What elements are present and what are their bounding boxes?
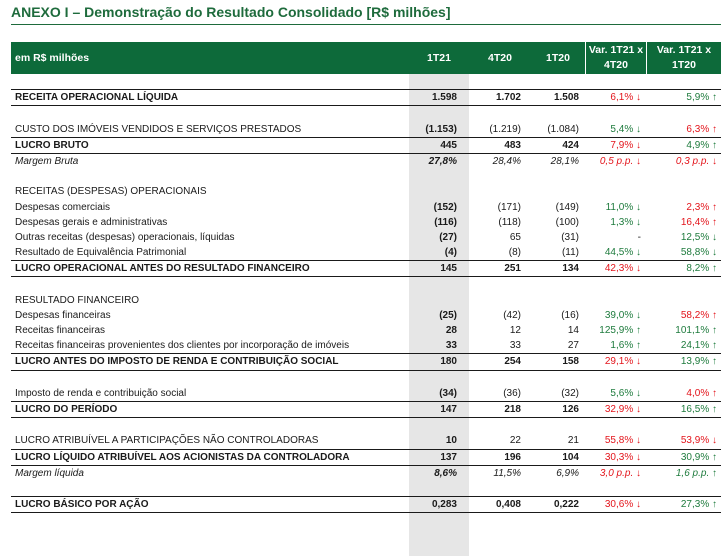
value-1t20: 6,9% (556, 467, 579, 479)
row-label: LUCRO LÍQUIDO ATRIBUÍVEL AOS ACIONISTAS DA CONTROLADORA (15, 451, 350, 463)
value-1t20: 21 (567, 435, 579, 447)
row-label: Imposto de renda e contribuição social (15, 387, 187, 399)
value-1t21: (25) (439, 309, 457, 321)
table-row (11, 215, 721, 230)
row-label: LUCRO BÁSICO POR AÇÃO (15, 499, 149, 511)
table-row (11, 89, 721, 106)
table-row (11, 184, 721, 199)
variation-vs-4t20: 39,0% ↓ (604, 309, 641, 321)
value-4t20: (42) (503, 309, 521, 321)
value-1t21: 33 (445, 340, 457, 352)
row-label: Despesas gerais e administrativas (15, 216, 168, 228)
variation-vs-1t20: 58,8% ↓ (680, 247, 717, 259)
variation-vs-4t20: 44,5% ↓ (604, 247, 641, 259)
row-label: LUCRO OPERACIONAL ANTES DO RESULTADO FINANCEIRO (15, 263, 310, 275)
value-1t20: 28,1% (550, 155, 579, 167)
variation-vs-4t20: 7,9% ↓ (610, 139, 641, 151)
variation-vs-1t20: 4,9% ↑ (686, 139, 717, 151)
row-label: LUCRO BRUTO (15, 139, 89, 151)
value-4t20: (118) (498, 216, 521, 228)
header-label: em R$ milhões (15, 51, 90, 64)
row-label: Margem líquida (15, 467, 84, 479)
variation-vs-1t20: 2,3% ↑ (686, 201, 717, 213)
title-divider (11, 24, 721, 25)
variation-vs-4t20: 42,3% ↓ (604, 263, 641, 275)
variation-vs-4t20: 5,6% ↓ (610, 387, 641, 399)
row-label: LUCRO ATRIBUÍVEL A PARTICIPAÇÕES NÃO CONTROLADORAS (15, 435, 319, 447)
row-label: RESULTADO FINANCEIRO (15, 294, 140, 306)
value-4t20: 251 (504, 263, 521, 275)
table-row (11, 260, 721, 277)
spacer-row (11, 106, 721, 121)
value-4t20: (8) (508, 247, 521, 259)
variation-vs-4t20: 125,9% ↑ (599, 325, 641, 336)
value-4t20: 22 (509, 435, 521, 447)
variation-vs-1t20: 53,9% ↓ (680, 435, 717, 447)
variation-vs-1t20: 58,2% ↑ (680, 309, 717, 321)
variation-vs-1t20: 1,6 p.p. ↑ (675, 467, 717, 479)
value-4t20: 218 (504, 403, 521, 415)
header-var-4t20: Var. 1T21 x 4T20 (588, 44, 644, 71)
variation-vs-4t20: 5,4% ↓ (610, 123, 641, 135)
header-1t20: 1T20 (546, 51, 570, 64)
value-1t21: 445 (440, 139, 457, 151)
row-label: LUCRO ANTES DO IMPOSTO DE RENDA E CONTRIBUIÇÃO SOCIAL (15, 356, 339, 368)
variation-vs-1t20: 12,5% ↓ (680, 231, 717, 243)
value-1t20: 158 (562, 356, 579, 368)
variation-vs-4t20: 1,6% ↑ (610, 340, 641, 352)
row-label: Receitas financeiras provenientes dos clientes por incorporação de imóveis (15, 340, 350, 352)
variation-vs-1t20: 16,4% ↑ (680, 216, 717, 228)
table-body (11, 74, 721, 513)
spacer-row (11, 277, 721, 292)
variation-vs-4t20: 0,5 p.p. ↓ (599, 155, 641, 167)
table-row (11, 466, 721, 481)
spacer-row (11, 481, 721, 496)
variation-vs-4t20: 30,3% ↓ (604, 451, 641, 463)
value-1t20: (1.084) (547, 123, 579, 135)
value-1t21: 28 (445, 325, 457, 336)
variation-vs-1t20: 30,9% ↑ (680, 451, 717, 463)
table-row (11, 154, 721, 169)
value-1t20: 1.508 (553, 92, 579, 104)
table-row (11, 122, 721, 137)
variation-vs-4t20: 3,0 p.p. ↓ (599, 467, 641, 479)
variation-vs-4t20: 11,0% ↓ (605, 201, 641, 213)
row-label: Despesas financeiras (15, 309, 111, 321)
value-4t20: 0,408 (495, 499, 521, 511)
variation-vs-1t20: 4,0% ↑ (686, 387, 717, 399)
value-1t21: 1.598 (431, 92, 457, 104)
variation-vs-4t20: 1,3% ↓ (610, 216, 641, 228)
table-header (11, 42, 721, 74)
table-row (11, 338, 721, 353)
value-1t21: (1.153) (425, 123, 457, 135)
row-label: LUCRO DO PERÍODO (15, 403, 118, 415)
variation-vs-1t20: 0,3 p.p. ↓ (675, 155, 717, 167)
table-row (11, 449, 721, 466)
header-var-1t20: Var. 1T21 x 1T20 (656, 44, 712, 71)
value-1t20: (149) (555, 201, 579, 213)
value-1t20: 0,222 (553, 499, 579, 511)
row-label: Receitas financeiras (15, 325, 106, 336)
row-label: RECEITAS (DESPESAS) OPERACIONAIS (15, 186, 207, 198)
value-1t21: 147 (440, 403, 457, 415)
value-4t20: 483 (504, 139, 521, 151)
table-row (11, 293, 721, 308)
value-1t21: 180 (440, 356, 457, 368)
row-label: Outras receitas (despesas) operacionais, líquidas (15, 231, 235, 243)
value-4t20: 254 (504, 356, 521, 368)
variation-vs-1t20: 5,9% ↑ (686, 92, 717, 104)
variation-vs-1t20: 8,2% ↑ (686, 263, 717, 275)
variation-vs-4t20: 55,8% ↓ (604, 435, 641, 447)
value-4t20: (36) (503, 387, 521, 399)
variation-vs-1t20: 24,1% ↑ (680, 340, 717, 352)
table-row (11, 386, 721, 401)
value-4t20: 28,4% (492, 155, 521, 167)
table-row (11, 230, 721, 245)
spacer-row (11, 74, 721, 89)
variation-vs-1t20: 16,5% ↑ (680, 403, 717, 415)
value-4t20: (1.219) (489, 123, 521, 135)
value-1t21: 10 (445, 435, 457, 447)
variation-vs-4t20: 32,9% ↓ (604, 403, 641, 415)
variation-vs-1t20: 27,3% ↑ (680, 499, 717, 511)
value-4t20: 1.702 (495, 92, 521, 104)
value-1t20: 134 (562, 263, 579, 275)
value-1t21: (4) (444, 247, 457, 259)
value-1t20: 104 (562, 451, 579, 463)
value-1t21: 27,8% (428, 155, 457, 167)
value-4t20: 11,5% (493, 467, 521, 479)
value-1t21: 0,283 (431, 499, 457, 511)
table-row (11, 433, 721, 448)
table-row (11, 137, 721, 154)
value-1t20: (100) (555, 216, 579, 228)
variation-vs-4t20: 30,6% ↓ (604, 499, 641, 511)
variation-vs-1t20: 101,1% ↑ (675, 325, 717, 336)
value-1t21: (34) (439, 387, 457, 399)
variation-vs-4t20: 6,1% ↓ (610, 92, 641, 104)
row-label: Resultado de Equivalência Patrimonial (15, 247, 187, 259)
value-1t21: (116) (434, 216, 457, 228)
value-1t20: (16) (561, 309, 579, 321)
table-row (11, 353, 721, 370)
value-4t20: 196 (504, 451, 521, 463)
value-4t20: (171) (497, 201, 521, 213)
variation-vs-1t20: 13,9% ↑ (680, 356, 717, 368)
spacer-row (11, 371, 721, 386)
value-1t20: 126 (562, 403, 579, 415)
table-row (11, 323, 721, 338)
variation-vs-4t20: 29,1% ↓ (604, 356, 641, 368)
page-title: ANEXO I – Demonstração do Resultado Consolidado [R$ milhões] (11, 4, 451, 20)
value-1t20: (11) (561, 247, 579, 259)
value-1t21: 137 (440, 451, 457, 463)
spacer-row (11, 418, 721, 433)
value-1t20: 14 (567, 325, 579, 336)
spacer-row (11, 169, 721, 184)
row-label: Despesas comerciais (15, 201, 111, 213)
row-label: CUSTO DOS IMÓVEIS VENDIDOS E SERVIÇOS PRESTADOS (15, 123, 302, 135)
header-1t21: 1T21 (427, 51, 451, 64)
value-1t21: (152) (433, 201, 457, 213)
header-4t20: 4T20 (488, 51, 512, 64)
table-row (11, 245, 721, 260)
row-label: RECEITA OPERACIONAL LÍQUIDA (15, 92, 179, 104)
table-row (11, 496, 721, 513)
value-1t20: 424 (562, 139, 579, 151)
variation-vs-1t20: 6,3% ↑ (686, 123, 717, 135)
table-row (11, 401, 721, 418)
value-4t20: 33 (509, 340, 521, 352)
value-1t20: 27 (567, 340, 579, 352)
value-1t21: (27) (439, 231, 457, 243)
value-4t20: 12 (509, 325, 521, 336)
value-1t20: (32) (561, 387, 579, 399)
value-1t21: 8,6% (434, 467, 457, 479)
row-label: Margem Bruta (15, 155, 79, 167)
table-row (11, 308, 721, 323)
value-1t21: 145 (440, 263, 457, 275)
value-4t20: 65 (509, 231, 521, 243)
value-1t20: (31) (561, 231, 579, 243)
table-row (11, 200, 721, 215)
income-statement-table (11, 42, 721, 513)
variation-vs-4t20: - (637, 231, 641, 243)
